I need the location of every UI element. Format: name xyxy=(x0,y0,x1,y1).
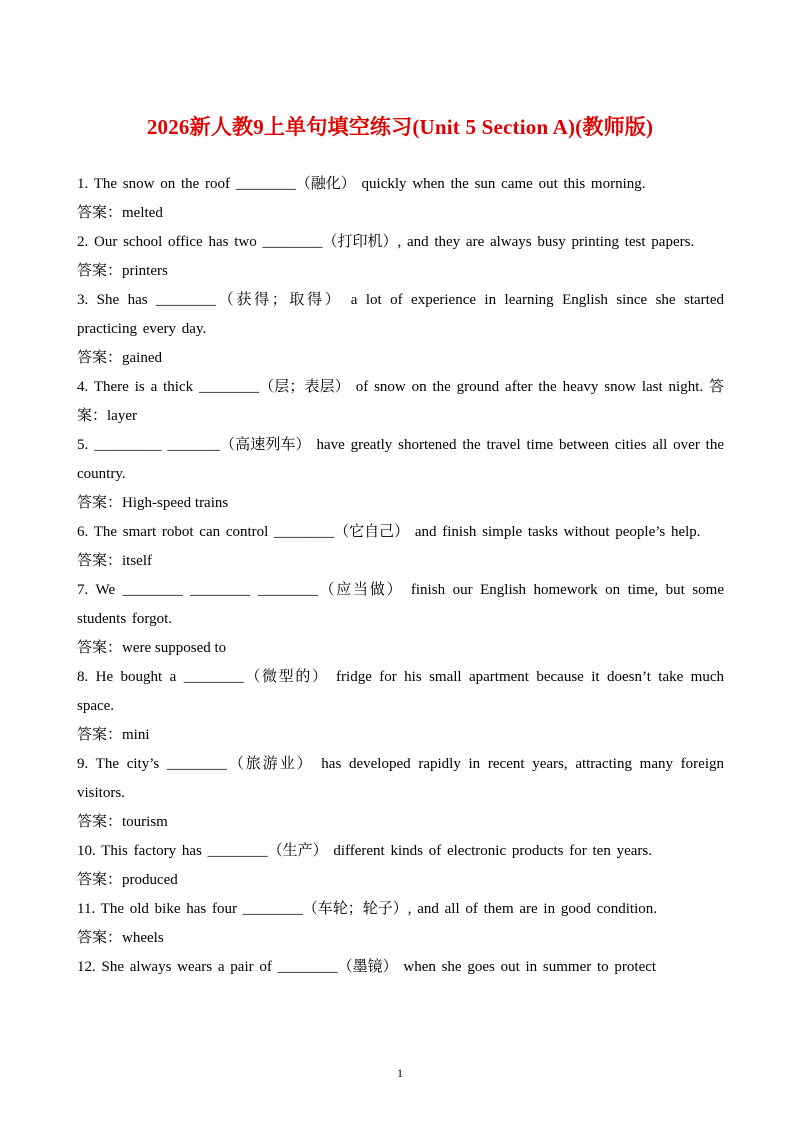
answer-text: 答案：itself xyxy=(77,553,152,569)
question-item xyxy=(77,170,724,199)
question-text: 7. We ________ ________ ________（应当做） finish our English homework on time, but some students forgot. xyxy=(77,582,724,627)
question-text: 8. He bought a ________（微型的） fridge for his small apartment because it doesn’t take much space. xyxy=(77,669,724,714)
question-text: 12. She always wears a pair of ________（墨镜） when she goes out in summer to protect xyxy=(77,959,657,975)
question-text: 5. _________ _______（高速列车） have greatly shortened the travel time between cities all over the country. xyxy=(77,437,724,482)
question-text: 11. The old bike has four ________（车轮；轮子）, and all of them are in good condition. xyxy=(77,901,657,917)
question-item xyxy=(77,837,724,866)
question-item xyxy=(77,228,724,257)
answer-text: 答案：produced xyxy=(77,872,178,888)
exercise-list xyxy=(77,170,724,982)
answer-text: 答案：High-speed trains xyxy=(77,495,229,511)
question-item xyxy=(77,286,724,344)
question-text: 9. The city’s ________（旅游业） has developed rapidly in recent years, attracting many foreign visitors. xyxy=(77,756,724,801)
question-text: 10. This factory has ________（生产） different kinds of electronic products for ten years. xyxy=(77,843,652,859)
question-item xyxy=(77,576,724,634)
answer-text: 答案：gained xyxy=(77,350,162,366)
question-item xyxy=(77,663,724,721)
question-item xyxy=(77,373,724,431)
answer-text: 答案：were supposed to xyxy=(77,640,227,656)
document-title: 2026新人教9上单句填空练习(Unit 5 Section A)(教师版) xyxy=(146,115,654,139)
question-text: 1. The snow on the roof ________（融化） quickly when the sun came out this morning. xyxy=(77,176,646,192)
question-text: 3. She has ________（获得；取得） a lot of experience in learning English since she started practicing every day. xyxy=(77,292,724,337)
question-item xyxy=(77,431,724,489)
question-item xyxy=(77,518,724,547)
answer-text: 答案：melted xyxy=(77,205,163,221)
question-text: 6. The smart robot can control ________（它自己） and finish simple tasks without people’s help. xyxy=(77,524,701,540)
question-item xyxy=(77,895,724,924)
answer-text: 答案：mini xyxy=(77,727,150,743)
page-number: 1 xyxy=(397,1066,403,1080)
question-item xyxy=(77,750,724,808)
answer-text: 答案：wheels xyxy=(77,930,164,946)
answer-text: 答案：layer xyxy=(77,379,724,424)
answer-text: 答案：printers xyxy=(77,263,168,279)
question-text: 4. There is a thick ________（层；表层） of snow on the ground after the heavy snow last night. xyxy=(77,379,704,395)
question-text: 2. Our school office has two ________（打印机）, and they are always busy printing test papers. xyxy=(77,234,695,250)
answer-text: 答案：tourism xyxy=(77,814,168,830)
question-item xyxy=(77,953,724,982)
